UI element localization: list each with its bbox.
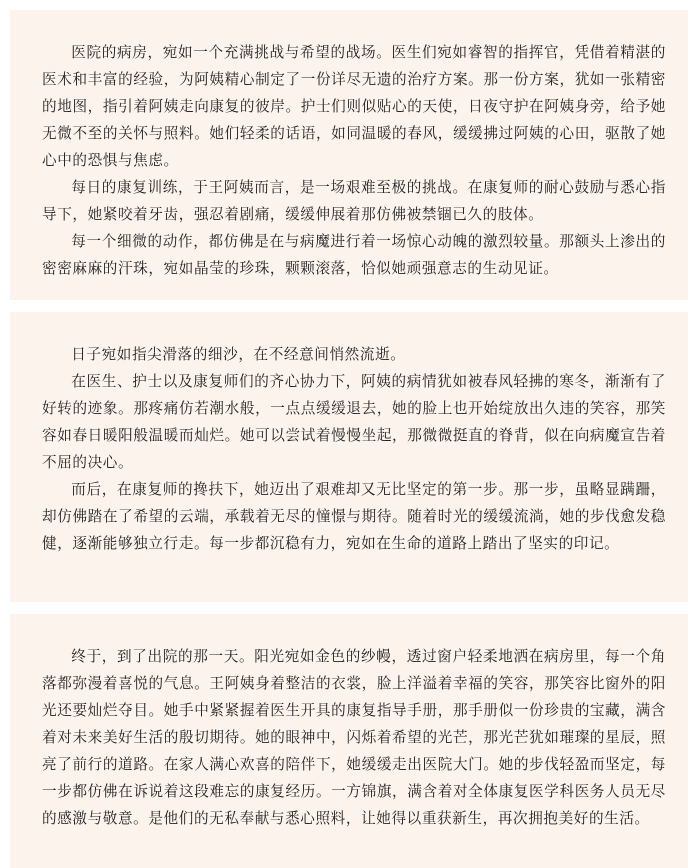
paragraph: 而后，在康复师的搀扶下，她迈出了艰难却又无比坚定的第一步。那一步，虽略显蹒跚，却仿佛踏在了希望的云端，承载着无尽的憧憬与期待。随着时光的缓缓流淌，她的步伐愈发稳健，逐渐能够独立行走。每一步都沉稳有力，宛如在生命的道路上踏出了坚实的印记。 [42,481,666,552]
story-section-discharge [10,614,688,868]
story-section-hospital [10,10,688,300]
story-section-recovery [10,312,688,602]
paragraph: 医院的病房，宛如一个充满挑战与希望的战场。医生们宛如睿智的指挥官，凭借着精湛的医术和丰富的经验，为阿姨精心制定了一份详尽无遗的治疗方案。那一份方案，犹如一张精密的地图，指引着阿姨走向康复的彼岸。护士们则似贴心的天使，日夜守护在阿姨身旁，给予她无微不至的关怀与照料。她们轻柔的话语，如同温暖的春风，缓缓拂过阿姨的心田，驱散了她心中的恐惧与焦虑。 [42,44,666,169]
paragraph: 日子宛如指尖滑落的细沙，在不经意间悄然流逝。 [71,346,406,363]
paragraph: 在医生、护士以及康复师们的齐心协力下，阿姨的病情犹如被春风轻拂的寒冬，渐渐有了好转的迹象。那疼痛仿若潮水般，一点点缓缓退去，她的脸上也开始绽放出久违的笑容，那笑容如春日暖阳般温暖而灿烂。她可以尝试着慢慢坐起，那微微挺直的脊背，似在向病魔宣告着不屈的决心。 [42,373,666,471]
paragraph: 每一个细微的动作，都仿佛是在与病魔进行着一场惊心动魄的激烈较量。那额头上渗出的密密麻麻的汗珠，宛如晶莹的珍珠，颗颗滚落，恰似她顽强意志的生动见证。 [42,233,666,277]
paragraph: 每日的康复训练，于王阿姨而言，是一场艰难至极的挑战。在康复师的耐心鼓励与悉心指导下，她紧咬着牙齿，强忍着剧痛，缓缓伸展着那仿佛被禁锢已久的肢体。 [42,179,666,223]
paragraph: 终于，到了出院的那一天。阳光宛如金色的纱幔，透过窗户轻柔地洒在病房里，每一个角落都弥漫着喜悦的气息。王阿姨身着整洁的衣裳，脸上洋溢着幸福的笑容，那笑容比窗外的阳光还要灿烂夺目。她手中紧紧握着医生开具的康复指导手册，那手册似一份珍贵的宝藏，满含着对未来美好生活的殷切期待。她的眼神中，闪烁着希望的光芒，那光芒犹如璀璨的星辰，照亮了前行的道路。在家人满心欢喜的陪伴下，她缓缓走出医院大门。她的步伐轻盈而坚定，每一步都仿佛在诉说着这段难忘的康复经历。一方锦旗，满含着对全体康复医学科医务人员无尽的感激与敬意。是他们的无私奉献与悉心照料，让她得以重获新生，再次拥抱美好的生活。 [42,648,666,827]
